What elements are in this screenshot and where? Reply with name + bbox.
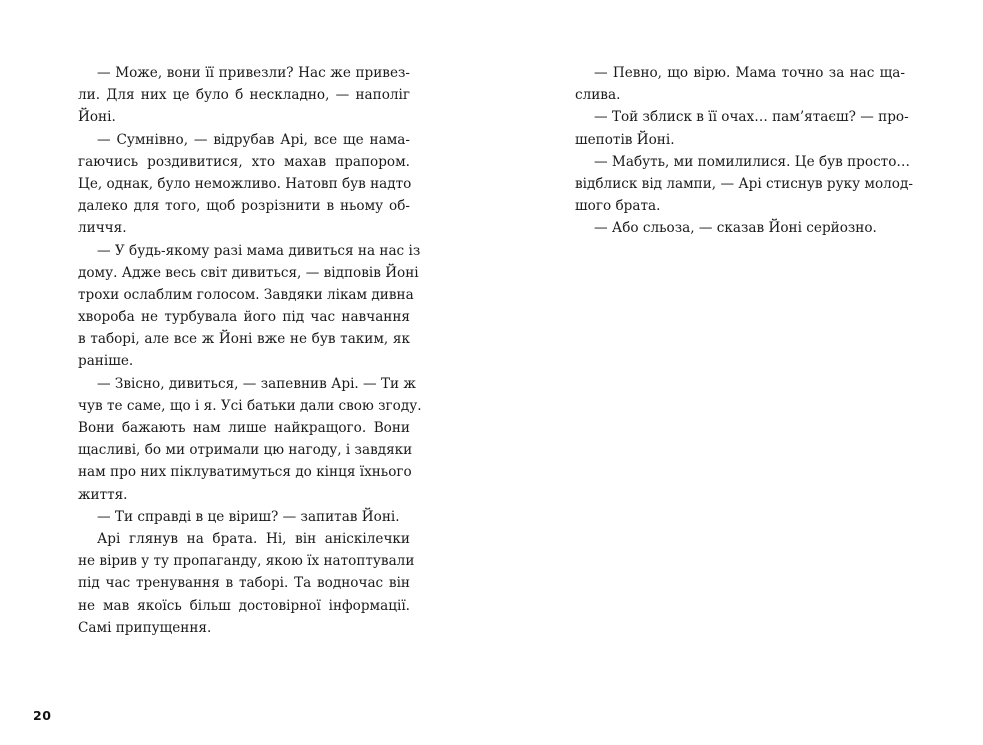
text-line: Самі припущення. (78, 619, 212, 636)
text-line: — У будь-якому разі мама дивиться на нас із (97, 242, 421, 259)
text-line: слива. (575, 87, 621, 104)
right-page-text (575, 62, 913, 240)
text-line: щасливі, бо ми отримали цю нагоду, і завдяки (78, 442, 413, 459)
text-line: нам про них піклуватимуться до кінця їхнього (78, 464, 412, 481)
text-line: під час тренування в таборі. Та водночас він (78, 575, 410, 592)
text-line: в таборі, але все ж Йоні вже не був таким, як (78, 331, 410, 348)
text-line: — Той зблиск в її очах… пам’ятаєш? — про- (594, 109, 909, 126)
text-line: — Сумнівно, — відрубав Арі, все ще нама- (97, 131, 410, 148)
text-line: шепотів Йоні. (575, 131, 675, 148)
text-line: чув те саме, що і я. Усі батьки дали свою згоду. (78, 397, 422, 414)
text-line: — Ти справді в це віриш? — запитав Йоні. (97, 508, 400, 525)
text-line: Йоні. (78, 109, 116, 126)
text-line: не вірив у ту пропаганду, якою їх натоптували (78, 553, 415, 570)
text-line: — Може, вони її привезли? Нас же привез- (97, 65, 410, 81)
page-number: 20 (33, 708, 52, 723)
text-line: шого брата. (575, 198, 661, 215)
text-line: личчя. (78, 220, 127, 237)
text-line: хвороба не турбувала його під час навчання (78, 309, 410, 326)
text-line: Це, однак, було неможливо. Натовп був надто (78, 175, 412, 192)
text-line: відблиск від лампи, — Арі стиснув руку молод- (575, 175, 913, 192)
text-line: трохи ослаблим голосом. Завдяки лікам дивна (78, 286, 414, 303)
text-line: — Мабуть, ми помилилися. Це був просто… (594, 153, 910, 170)
text-line: Вони бажають нам лише найкращого. Вони (78, 420, 410, 436)
text-line: дому. Адже весь світ дивиться, — відповів Йоні (78, 264, 419, 281)
text-line: життя. (78, 486, 128, 503)
left-page-text (78, 62, 422, 639)
text-line: — Звісно, дивиться, — запевнив Арі. — Ти ж (97, 375, 416, 392)
text-line: гаючись роздивитися, хто махав прапором. (78, 153, 410, 170)
text-line: Арі глянув на брата. Ні, він аніскілечки (97, 530, 410, 547)
text-line: — Певно, що вірю. Мама точно за нас ща- (594, 65, 905, 81)
text-line: раніше. (78, 353, 134, 370)
text-line: ли. Для них це було б нескладно, — наполіг (78, 87, 410, 104)
text-line: не мав якоїсь більш достовірної інформації. (78, 597, 410, 614)
text-line: далеко для того, щоб розрізнити в ньому об- (78, 198, 410, 215)
text-line: — Або сльоза, — сказав Йоні серйозно. (594, 220, 877, 237)
